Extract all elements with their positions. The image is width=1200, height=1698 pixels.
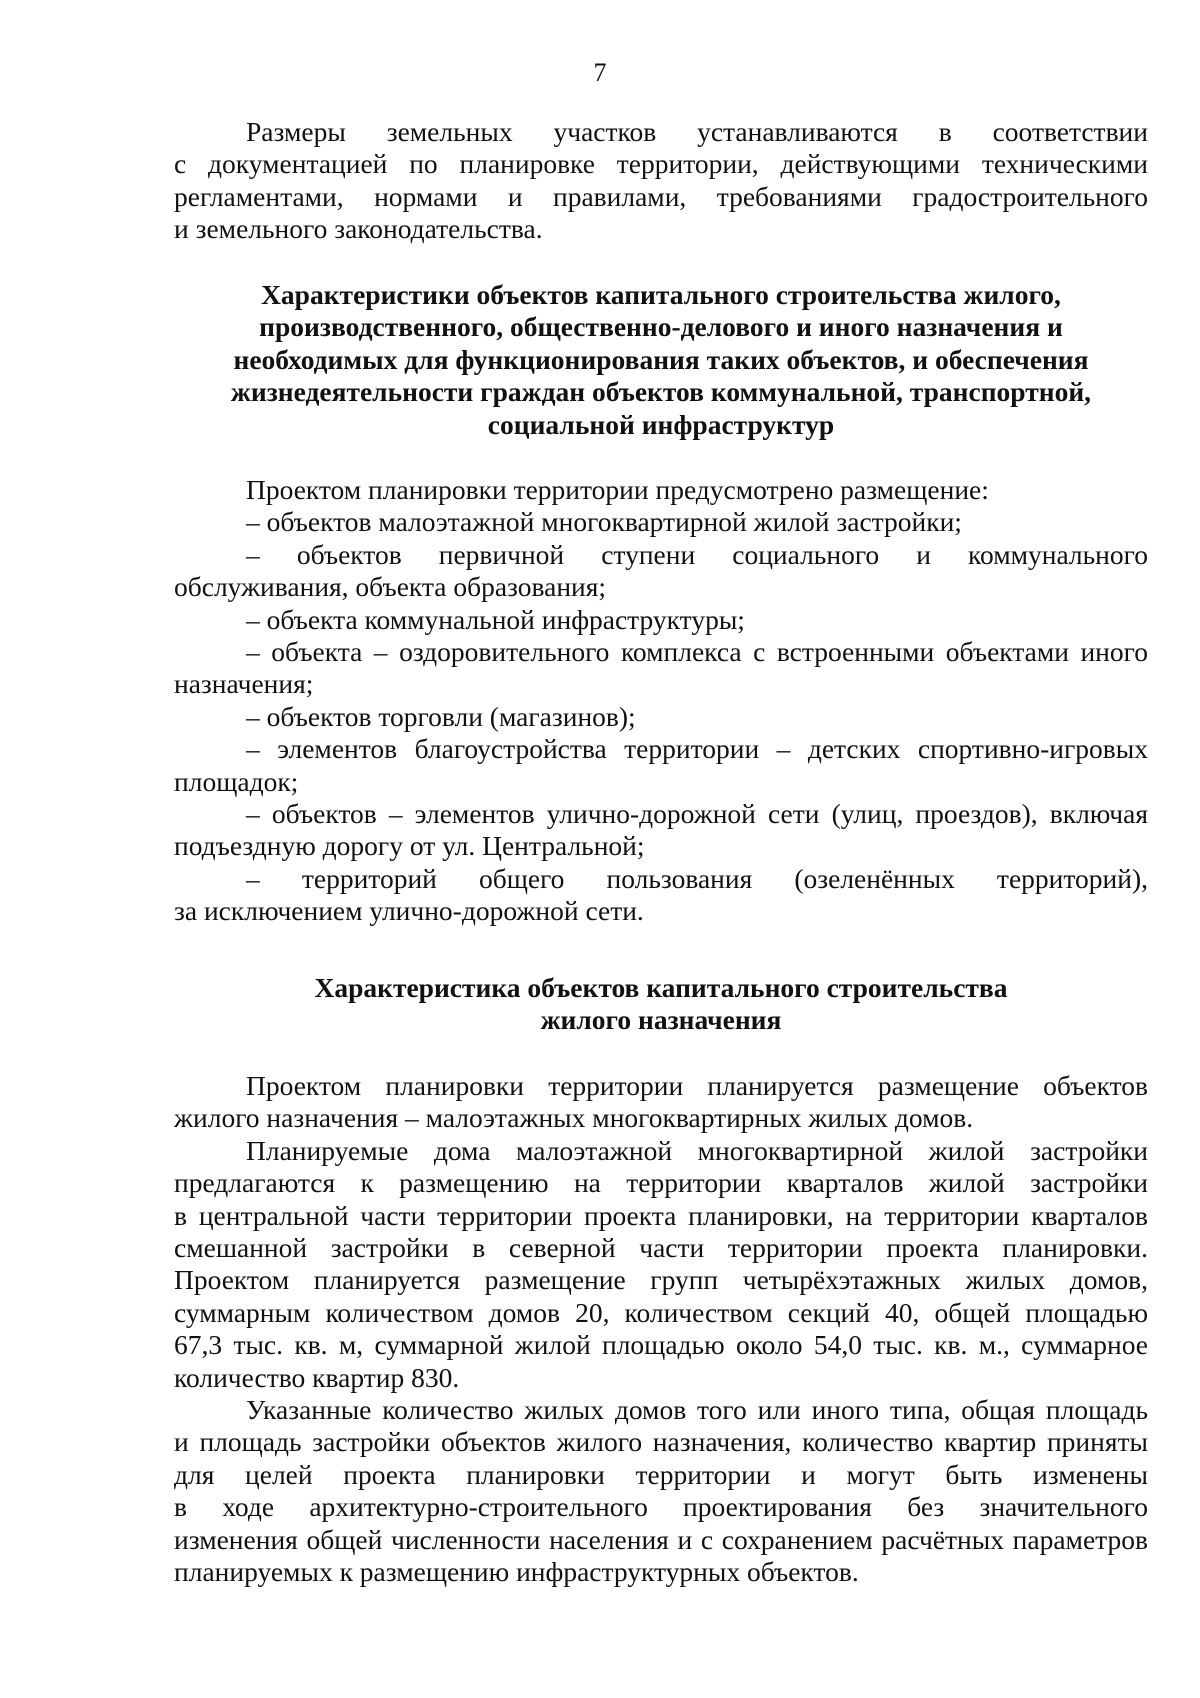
text-line: количество квартир 830. xyxy=(174,1361,460,1393)
list-item: – объектов – элементов улично-дорожной сети (улиц, проездов), включая xyxy=(246,798,1148,830)
list-item: – объектов малоэтажной многоквартирной жилой застройки; xyxy=(246,506,962,538)
heading-line: жилого назначения xyxy=(540,1004,782,1036)
text-line: смешанной застройки в северной части территории проекта планировки. xyxy=(174,1232,1148,1264)
text-line: 67,3 тыс. кв. м, суммарной жилой площадью около 54,0 тыс. кв. м., суммарное xyxy=(174,1329,1148,1361)
text-line: Проектом планировки территории планируется размещение объектов xyxy=(246,1070,1148,1101)
list-item: – объекта коммунальной инфраструктуры; xyxy=(246,603,745,635)
list-item: – объектов первичной ступени социального и коммунального xyxy=(246,538,1148,570)
text-line: регламентами, нормами и правилами, требованиями градостроительного xyxy=(174,180,1148,212)
placement-list xyxy=(174,474,1148,928)
text-line: планируемых к размещению инфраструктурных объектов. xyxy=(174,1556,859,1588)
text-line: изменения общей численности населения и с сохранением расчётных параметров xyxy=(174,1523,1148,1555)
text-line: суммарным количеством домов 20, количеством секций 40, общей площадью xyxy=(174,1296,1148,1328)
heading-line: жизнедеятельности граждан объектов коммунальной, транспортной, xyxy=(230,376,1092,408)
text-line: и земельного законодательства. xyxy=(174,213,543,245)
list-item-continuation: площадок; xyxy=(174,765,299,797)
text-line: Проектом планировки территории предусмотрено размещение: xyxy=(246,474,989,505)
list-item-continuation: назначения; xyxy=(174,668,314,700)
text-line: с документацией по планировке территории, действующими техническими xyxy=(174,148,1148,180)
heading-line: социальной инфраструктур xyxy=(487,408,835,440)
text-line: Указанные количество жилых домов того или иного типа, общая площадь xyxy=(246,1394,1148,1426)
text-line: Размеры земельных участков устанавливаются в соответствии xyxy=(246,116,1148,147)
text-line: для целей проекта планировки территории и могут быть изменены xyxy=(174,1458,1148,1490)
text-line: жилого назначения – малоэтажных многоквартирных жилых домов. xyxy=(174,1102,974,1134)
residential-description xyxy=(174,1070,1148,1589)
text-line: предлагаются к размещению на территории кварталов жилой застройки xyxy=(174,1167,1148,1199)
text-line: Планируемые дома малоэтажной многоквартирной жилой застройки xyxy=(246,1134,1148,1166)
text-line: Проектом планируется размещение групп четырёхэтажных жилых домов, xyxy=(174,1264,1148,1296)
heading-line: Характеристики объектов капитального строительства жилого, xyxy=(261,279,1061,310)
list-item-continuation: за исключением улично-дорожной сети. xyxy=(174,895,644,927)
text-line: в центральной части территории проекта планировки, на территории кварталов xyxy=(174,1199,1148,1231)
list-item: – объекта – оздоровительного комплекса с встроенными объектами иного xyxy=(246,636,1148,668)
list-item: – территорий общего пользования (озеленённых территорий), xyxy=(246,862,1148,894)
list-item: – элементов благоустройства территории – детских спортивно-игровых xyxy=(246,733,1148,765)
page-number: 7 xyxy=(593,58,607,87)
section-heading-characteristics xyxy=(174,279,1148,441)
text-line: в ходе архитектурно-строительного проектирования без значительного xyxy=(174,1491,1148,1523)
heading-line: необходимых для функционирования таких объектов, и обеспечения xyxy=(233,343,1089,375)
intro-paragraph xyxy=(174,116,1148,246)
list-item-continuation: обслуживания, объекта образования; xyxy=(174,571,607,603)
list-item: – объектов торговли (магазинов); xyxy=(246,700,636,732)
heading-line: производственного, общественно-делового и иного назначения и xyxy=(259,311,1063,343)
list-item-continuation: подъездную дорогу от ул. Центральной; xyxy=(174,830,645,862)
section-heading-residential xyxy=(174,972,1148,1037)
text-line: и площадь застройки объектов жилого назначения, количество квартир приняты xyxy=(174,1426,1148,1458)
heading-line: Характеристика объектов капитального строительства xyxy=(314,972,1008,1003)
